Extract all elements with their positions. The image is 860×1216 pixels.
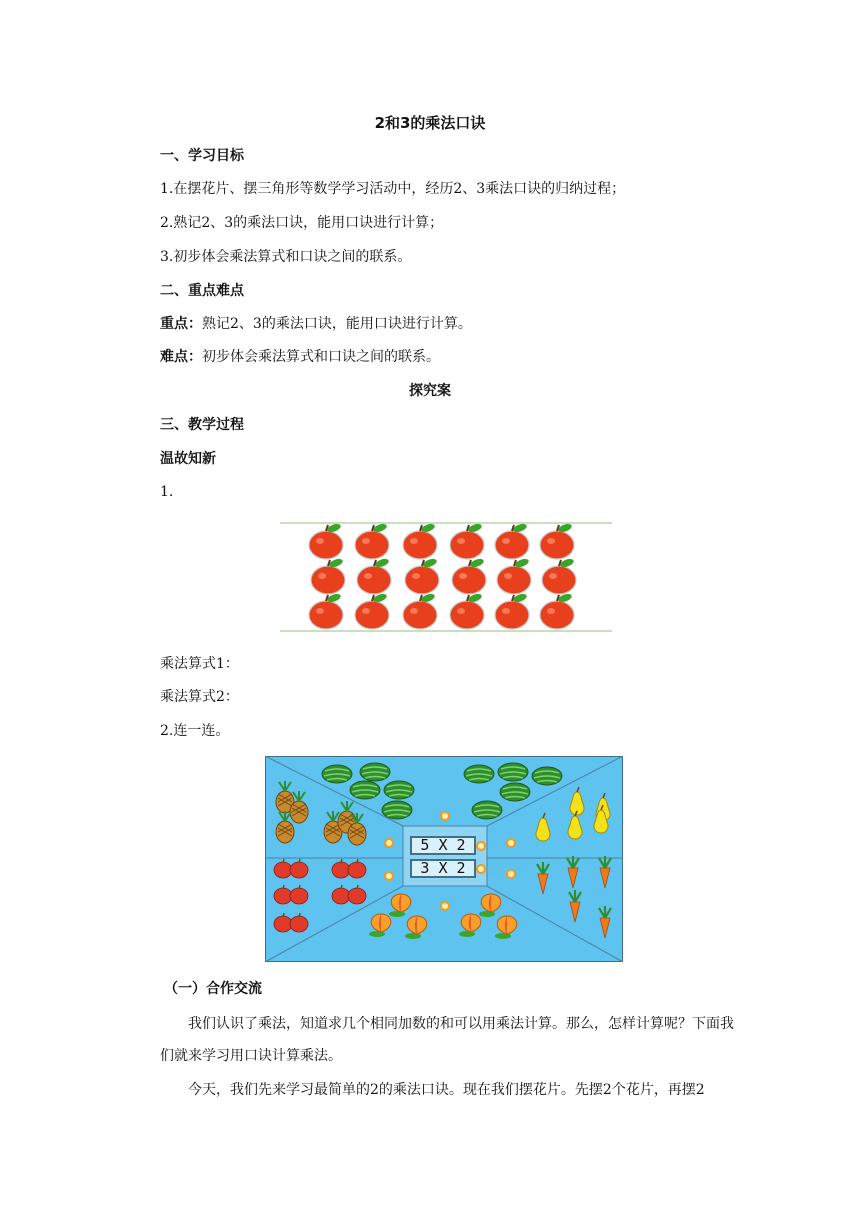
dot-left-upper[interactable] [385, 839, 393, 847]
apple-icon [355, 592, 389, 629]
watermelon-icon [384, 781, 414, 799]
question-1-label: 1. [160, 484, 174, 500]
dot-card1[interactable] [477, 842, 485, 850]
document-title: 2和3的乘法口诀 [374, 114, 486, 132]
watermelon-icon [498, 763, 528, 781]
apple-icon [309, 522, 343, 559]
apple-row-2 [311, 557, 576, 594]
watermelon-icon [360, 763, 390, 781]
difficult-point-text: 初步体会乘法算式和口诀之间的联系。 [202, 349, 440, 365]
watermelon-icon [500, 783, 530, 801]
apple-icon [357, 557, 391, 594]
apple-icon [540, 592, 574, 629]
formula-1-label: 乘法算式1： [160, 656, 239, 672]
dot-card2[interactable] [477, 865, 485, 873]
apple-row-1 [309, 522, 574, 559]
subsection-heading: （一）合作交流 [164, 981, 262, 997]
matching-figure [265, 756, 623, 962]
difficult-point-label: 难点： [160, 349, 202, 365]
key-point-text: 熟记2、3的乘法口诀，能用口诀进行计算。 [202, 316, 472, 332]
section1-heading: 一、学习目标 [160, 148, 244, 164]
objective-3: 3.初步体会乘法算式和口诀之间的联系。 [160, 249, 412, 265]
apple-icon [542, 557, 576, 594]
watermelon-icon [472, 801, 502, 819]
section3-heading: 三、教学过程 [160, 417, 244, 433]
apple-icon [403, 592, 437, 629]
apple-icon [450, 592, 484, 629]
difficult-point [160, 347, 440, 367]
apple-icon [405, 557, 439, 594]
watermelon-icon [464, 765, 494, 783]
expression-card-1[interactable]: 5 X 2 [410, 836, 476, 855]
dot-bottom[interactable] [441, 902, 449, 910]
apple-icon [495, 592, 529, 629]
apple-icon [452, 557, 486, 594]
apple-icon [497, 557, 531, 594]
formula-2-label: 乘法算式2： [160, 689, 239, 705]
dot-right-lower[interactable] [507, 870, 515, 878]
objective-2: 2.熟记2、3的乘法口诀，能用口诀进行计算； [160, 215, 444, 231]
paragraph-1: 我们认识了乘法，知道求几个相同加数的和可以用乘法计算。那么，怎样计算呢？下面我们就来学习用口诀计算乘法。 [160, 1016, 734, 1064]
apple-icon [311, 557, 345, 594]
key-point [160, 314, 472, 334]
paragraph-2: 今天，我们先来学习最简单的2的乘法口诀。现在我们摆花片。先摆2个花片，再摆2 [188, 1082, 705, 1098]
apple-icon [309, 592, 343, 629]
key-point-label: 重点： [160, 316, 202, 332]
apple-icon [495, 522, 529, 559]
dot-left-lower[interactable] [385, 872, 393, 880]
apple-icon [540, 522, 574, 559]
apples-figure [278, 518, 614, 636]
apple-icon [450, 522, 484, 559]
watermelon-icon [350, 781, 380, 799]
objective-1: 1.在摆花片、摆三角形等数学学习活动中，经历2、3乘法口诀的归纳过程； [160, 181, 626, 197]
apple-row-3 [309, 592, 574, 629]
watermelon-icon [322, 765, 352, 783]
dot-right-upper[interactable] [507, 839, 515, 847]
apple-icon [355, 522, 389, 559]
section2-heading: 二、重点难点 [160, 283, 244, 299]
expression-card-2[interactable]: 3 X 2 [410, 859, 476, 878]
question-2-label: 2.连一连。 [160, 723, 230, 739]
apple-icon [403, 522, 437, 559]
watermelon-icon [382, 801, 412, 819]
review-heading: 温故知新 [160, 451, 216, 467]
watermelon-icon [532, 767, 562, 785]
dot-top[interactable] [441, 812, 449, 820]
inquiry-title: 探究案 [409, 383, 451, 399]
